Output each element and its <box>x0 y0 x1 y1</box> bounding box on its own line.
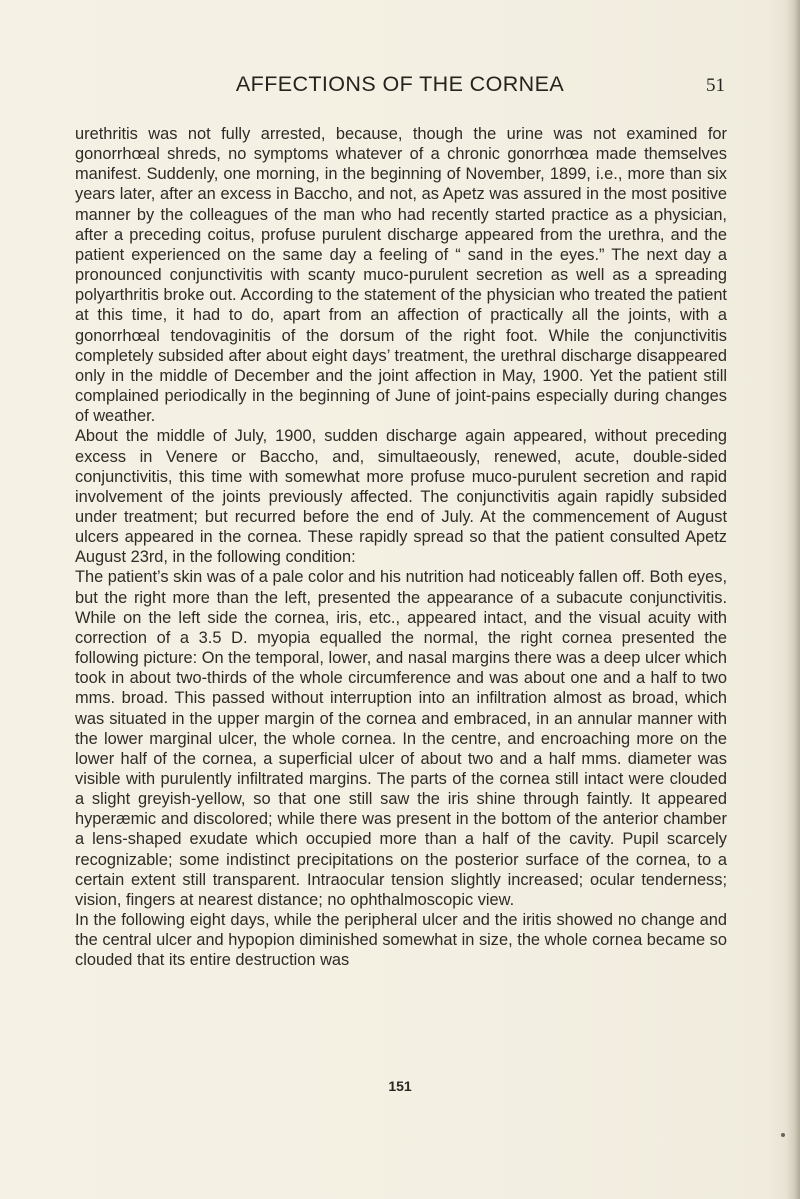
footer-folio: 151 <box>388 1078 412 1094</box>
page-edge-shadow <box>786 0 800 1199</box>
paragraph: About the middle of July, 1900, sudden discharge again appeared, without preceding excess in Venere or Baccho, and, simultaeously, renewed, acute, double-sided conjunctivitis, this time with somewhat more profuse muco-purulent secretion and rapid involvement of the joints previously affected. The conjunctivitis again rapidly subsided under treatment; but recurred before the end of July. At the commencement of August ulcers appeared in the cornea. These rapidly spread so that the patient consulted Apetz August 23rd, in the following condition: <box>75 427 727 567</box>
running-head <box>75 72 725 104</box>
body-text <box>75 124 727 971</box>
paragraph: In the following eight days, while the peripheral ulcer and the iritis showed no change and the central ulcer and hypopion diminished somewhat in size, the whole cornea became so clouded that its entire destruction was <box>75 911 727 970</box>
running-title: AFFECTIONS OF THE CORNEA <box>235 72 565 96</box>
page-number: 51 <box>706 75 725 96</box>
paper-speck <box>781 1133 785 1137</box>
paragraph: The patient’s skin was of a pale color and his nutrition had noticeably fallen off. Both eyes, but the right more than the left, presented the appearance of a subacute conjunctivitis. While on the left side the cornea, iris, etc., appeared intact, and the visual acuity with correction of a 3.5 D. myopia equalled the normal, the right cornea presented the following picture: On the temporal, lower, and nasal margins there was a deep ulcer which took in about two-thirds of the whole circumference and was about one and a half to two mms. broad. This passed without interruption into an infiltration almost as broad, which was situated in the upper margin of the cornea and embraced, in an annular manner with the lower marginal ulcer, the whole cornea. In the centre, and encroaching more on the lower half of the cornea, a superficial ulcer of about two and a half mms. diameter was visible with purulently infiltrated margins. The parts of the cornea still intact were clouded a slight greyish-yellow, so that one still saw the iris shine through faintly. It appeared hyperæmic and discolored; while there was present in the bottom of the anterior chamber a lens-shaped exudate which occupied more than a half of the cavity. Pupil scarcely recognizable; some indistinct precipitations on the posterior surface of the cornea, to a certain extent still transparent. Intraocular tension slightly increased; ocular tenderness; vision, fingers at nearest distance; no ophthalmoscopic view. <box>75 568 727 909</box>
paragraph: urethritis was not fully arrested, because, though the urine was not examined for gonorrhœal shreds, no symptoms whatever of a chronic gonorrhœa made themselves manifest. Suddenly, one morning, in the beginning of November, 1899, i.e., more than six years later, after an excess in Baccho, and not, as Apetz was assured in the most positive manner by the colleagues of the man who had recently started practice as a physician, after a preceding coitus, profuse purulent discharge appeared from the urethra, and the patient experienced on the same day a feeling of “ sand in the eyes.” The next day a pronounced conjunctivitis with scanty muco-purulent secretion as well as a spreading polyarthritis broke out. According to the statement of the physician who treated the patient at this time, it had to do, apart from an affection of practically all the joints, with a gonorrhœal tendovaginitis of the dorsum of the right foot. While the conjunctivitis completely subsided after about eight days’ treatment, the urethral discharge disappeared only in the middle of December and the joint affection in May, 1900. Yet the patient still complained periodically in the beginning of June of joint-pains especially during changes of weather. <box>75 125 727 426</box>
